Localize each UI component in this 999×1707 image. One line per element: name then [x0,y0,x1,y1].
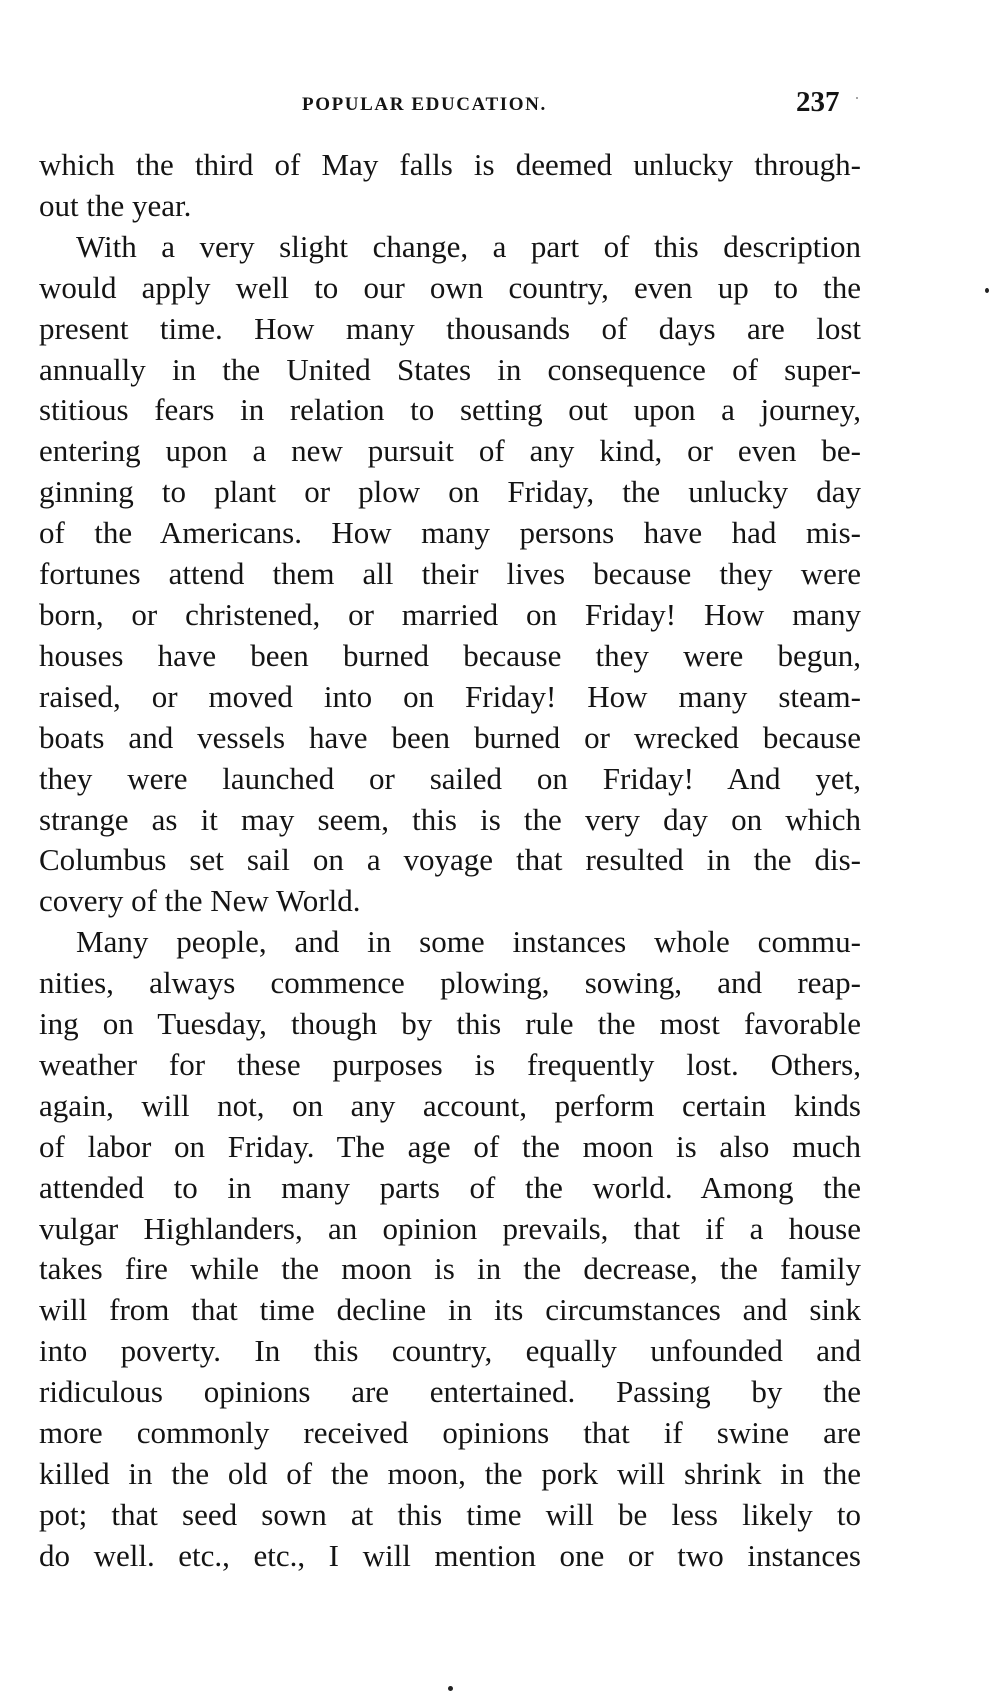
text-line: nities, always commence plowing, sowing, and reap- [39,965,861,1001]
text-line: of labor on Friday. The age of the moon is also much [39,1128,861,1164]
text-line: again, will not, on any account, perform certain kinds [39,1087,861,1123]
paragraph-2 [39,227,861,922]
running-head [0,86,999,126]
text-line: ing on Tuesday, though by this rule the most favorable [39,1006,861,1042]
paragraph-1 [39,145,861,227]
text-line: into poverty. In this country, equally unfounded and [39,1333,861,1369]
text-line: houses have been burned because they were begun, [39,637,861,673]
text-line: killed in the old of the moon, the pork will shrink in the [39,1456,861,1491]
text-line: they were launched or sailed on Friday! And yet, [39,760,861,796]
text-line: do well. etc., etc., I will mention one or two instances [39,1537,861,1573]
text-line: With a very slight change, a part of this description [76,228,861,264]
text-line: ridiculous opinions are entertained. Passing by the [39,1374,861,1410]
text-line: would apply well to our own country, even up to the [39,269,861,305]
body-text [39,145,861,1577]
print-speck [448,1686,453,1691]
paragraph-3 [39,922,861,1577]
print-speck [985,288,989,293]
text-line: Columbus set sail on a voyage that resulted in the dis- [39,842,861,878]
text-line: of the Americans. How many persons have had mis- [39,515,861,551]
text-line: weather for these purposes is frequently lost. Others, [39,1046,861,1082]
text-line: Many people, and in some instances whole commu- [76,924,861,960]
text-line: fortunes attend them all their lives because they were [39,556,861,592]
text-line: attended to in many parts of the world. Among the [39,1169,861,1205]
text-line: entering upon a new pursuit of any kind, or even be- [39,433,861,469]
text-line: annually in the United States in consequence of super- [39,351,861,387]
text-line: raised, or moved into on Friday! How many steam- [39,678,861,714]
text-line: takes fire while the moon is in the decrease, the family [39,1251,861,1287]
text-line: present time. How many thousands of days are lost [39,310,861,346]
running-title: POPULAR EDUCATION. [302,94,547,115]
text-line: stitious fears in relation to setting out upon a journey, [39,392,861,428]
text-line: ginning to plant or plow on Friday, the unlucky day [39,474,861,510]
text-line: will from that time decline in its circumstances and sink [39,1292,861,1328]
text-line: which the third of May falls is deemed unlucky through- [39,147,861,182]
text-line: covery of the New World. [39,883,361,919]
text-line: born, or christened, or married on Friday! How many [39,596,861,632]
text-line: vulgar Highlanders, an opinion prevails, that if a house [39,1210,861,1246]
print-speck [856,97,858,99]
text-line: out the year. [39,187,192,223]
text-line: strange as it may seem, this is the very day on which [39,801,861,837]
page-number: 237 [796,86,840,118]
text-line: boats and vessels have been burned or wrecked because [39,719,861,755]
text-line: pot; that seed sown at this time will be less likely to [39,1496,861,1532]
text-line: more commonly received opinions that if swine are [39,1415,861,1451]
